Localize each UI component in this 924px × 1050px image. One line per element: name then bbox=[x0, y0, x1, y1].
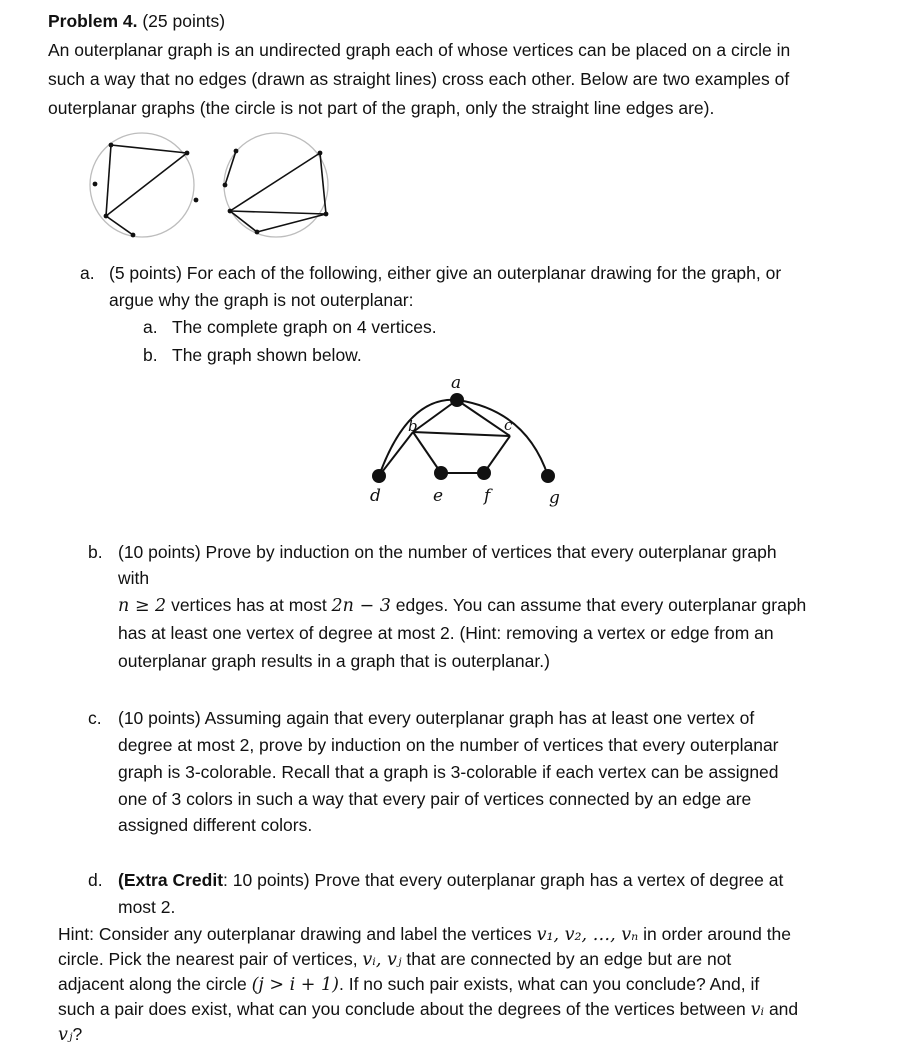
graph-node-a bbox=[450, 393, 464, 407]
graph-label-f: f bbox=[484, 486, 491, 506]
hint-2-math: vᵢ, vⱼ bbox=[362, 950, 402, 970]
part-a-marker: a. bbox=[80, 263, 95, 283]
hint-5-math: vⱼ bbox=[58, 1025, 73, 1045]
graph-label-g: g bbox=[549, 488, 560, 508]
graph-node-f bbox=[477, 466, 491, 480]
hint-1-text-b: in order around the bbox=[638, 924, 792, 944]
graph-node-e bbox=[434, 466, 448, 480]
graph-node-d bbox=[372, 469, 386, 483]
intro-line-2: such a way that no edges (drawn as straight lines) cross each other. Below are two examples of bbox=[48, 69, 790, 89]
hint-2-text-a: circle. Pick the nearest pair of vertices, bbox=[58, 949, 363, 969]
problem-title: Problem 4. bbox=[48, 11, 138, 31]
part-c-marker: c. bbox=[88, 708, 102, 728]
graph-label-e: e bbox=[433, 486, 444, 506]
hint-4-math: vᵢ bbox=[750, 1000, 765, 1020]
hint-3-math: (j > i + 1) bbox=[251, 975, 339, 995]
problem-heading bbox=[48, 10, 225, 32]
part-a-subitem-marker-a: a. bbox=[143, 317, 158, 337]
part-c-line-3: graph is 3-colorable. Recall that a graph is 3-colorable if each vertex can be assigned bbox=[118, 762, 779, 782]
part-a-line-2: argue why the graph is not outerplanar: bbox=[109, 290, 414, 310]
hint-4-text-a: such a pair does exist, what can you conclude about the degrees of the vertices between bbox=[58, 999, 751, 1019]
hint-3-text-a: adjacent along the circle bbox=[58, 974, 252, 994]
part-b-math-n: n ≥ 2 bbox=[118, 596, 167, 616]
hint-4-text-b: and bbox=[764, 999, 799, 1019]
hint-1-text-a: Hint: Consider any outerplanar drawing and label the vertices bbox=[58, 924, 537, 944]
part-b-text-b: edges. You can assume that every outerplanar graph bbox=[390, 595, 807, 615]
intro-line-3: outerplanar graphs (the circle is not part of the graph, only the straight line edges are). bbox=[48, 98, 715, 118]
part-b-line-1: (10 points) Prove by induction on the number of vertices that every outerplanar graph bbox=[118, 542, 777, 562]
graph-label-d: d bbox=[370, 486, 381, 506]
part-b-line-4: has at least one vertex of degree at most 2. (Hint: removing a vertex or edge from an bbox=[118, 623, 774, 643]
hint-line-4 bbox=[58, 998, 798, 1021]
graph-label-a: a bbox=[451, 373, 462, 393]
part-d-line-1 bbox=[118, 869, 783, 891]
part-a-graph-figure bbox=[350, 370, 580, 510]
part-a-subitem-marker-b: b. bbox=[143, 345, 158, 365]
graph-label-c: c bbox=[504, 416, 513, 434]
part-b-line-3 bbox=[118, 594, 806, 617]
graph-node-g bbox=[541, 469, 555, 483]
hint-line-3 bbox=[58, 973, 759, 996]
example-graph-1 bbox=[90, 133, 198, 237]
hint-line-2 bbox=[58, 948, 731, 971]
part-b-text-a: vertices has at most bbox=[166, 595, 332, 615]
hint-3-text-b: . If no such pair exists, what can you conclude? And, if bbox=[338, 974, 760, 994]
part-d-marker: d. bbox=[88, 870, 103, 890]
part-c-line-2: degree at most 2, prove by induction on the number of vertices that every outerplanar bbox=[118, 735, 779, 755]
part-d-line-1-rest: : 10 points) Prove that every outerplanar graph has a vertex of degree at bbox=[223, 870, 784, 890]
part-a-subitem-text-a: The complete graph on 4 vertices. bbox=[172, 317, 437, 337]
hint-line-1 bbox=[58, 923, 791, 946]
part-c-line-1: (10 points) Assuming again that every outerplanar graph has at least one vertex of bbox=[118, 708, 755, 728]
hint-5-text: ? bbox=[72, 1024, 83, 1044]
graph-label-b: b bbox=[408, 417, 418, 435]
example-graph-2 bbox=[223, 133, 329, 237]
part-a-line-1: (5 points) For each of the following, either give an outerplanar drawing for the graph, or bbox=[109, 263, 782, 283]
part-b-line-5: outerplanar graph results in a graph that is outerplanar.) bbox=[118, 651, 550, 671]
part-b-line-2: with bbox=[118, 568, 150, 588]
hint-2-text-b: that are connected by an edge but are not bbox=[401, 949, 732, 969]
part-d-line-2: most 2. bbox=[118, 897, 176, 917]
example-graphs-figure bbox=[86, 128, 346, 248]
part-c-line-4: one of 3 colors in such a way that every pair of vertices connected by an edge are bbox=[118, 789, 752, 809]
part-c-line-5: assigned different colors. bbox=[118, 815, 313, 835]
part-d-extra-credit: (Extra Credit bbox=[118, 870, 224, 890]
hint-line-5 bbox=[58, 1023, 82, 1046]
part-b-math-edges: 2n − 3 bbox=[331, 596, 391, 616]
hint-1-math: v₁, v₂, …, vₙ bbox=[536, 925, 639, 945]
intro-line-1: An outerplanar graph is an undirected graph each of whose vertices can be placed on a circle in bbox=[48, 40, 791, 60]
problem-points: (25 points) bbox=[142, 11, 226, 31]
part-a-subitem-text-b: The graph shown below. bbox=[172, 345, 362, 365]
part-b-marker: b. bbox=[88, 542, 103, 562]
